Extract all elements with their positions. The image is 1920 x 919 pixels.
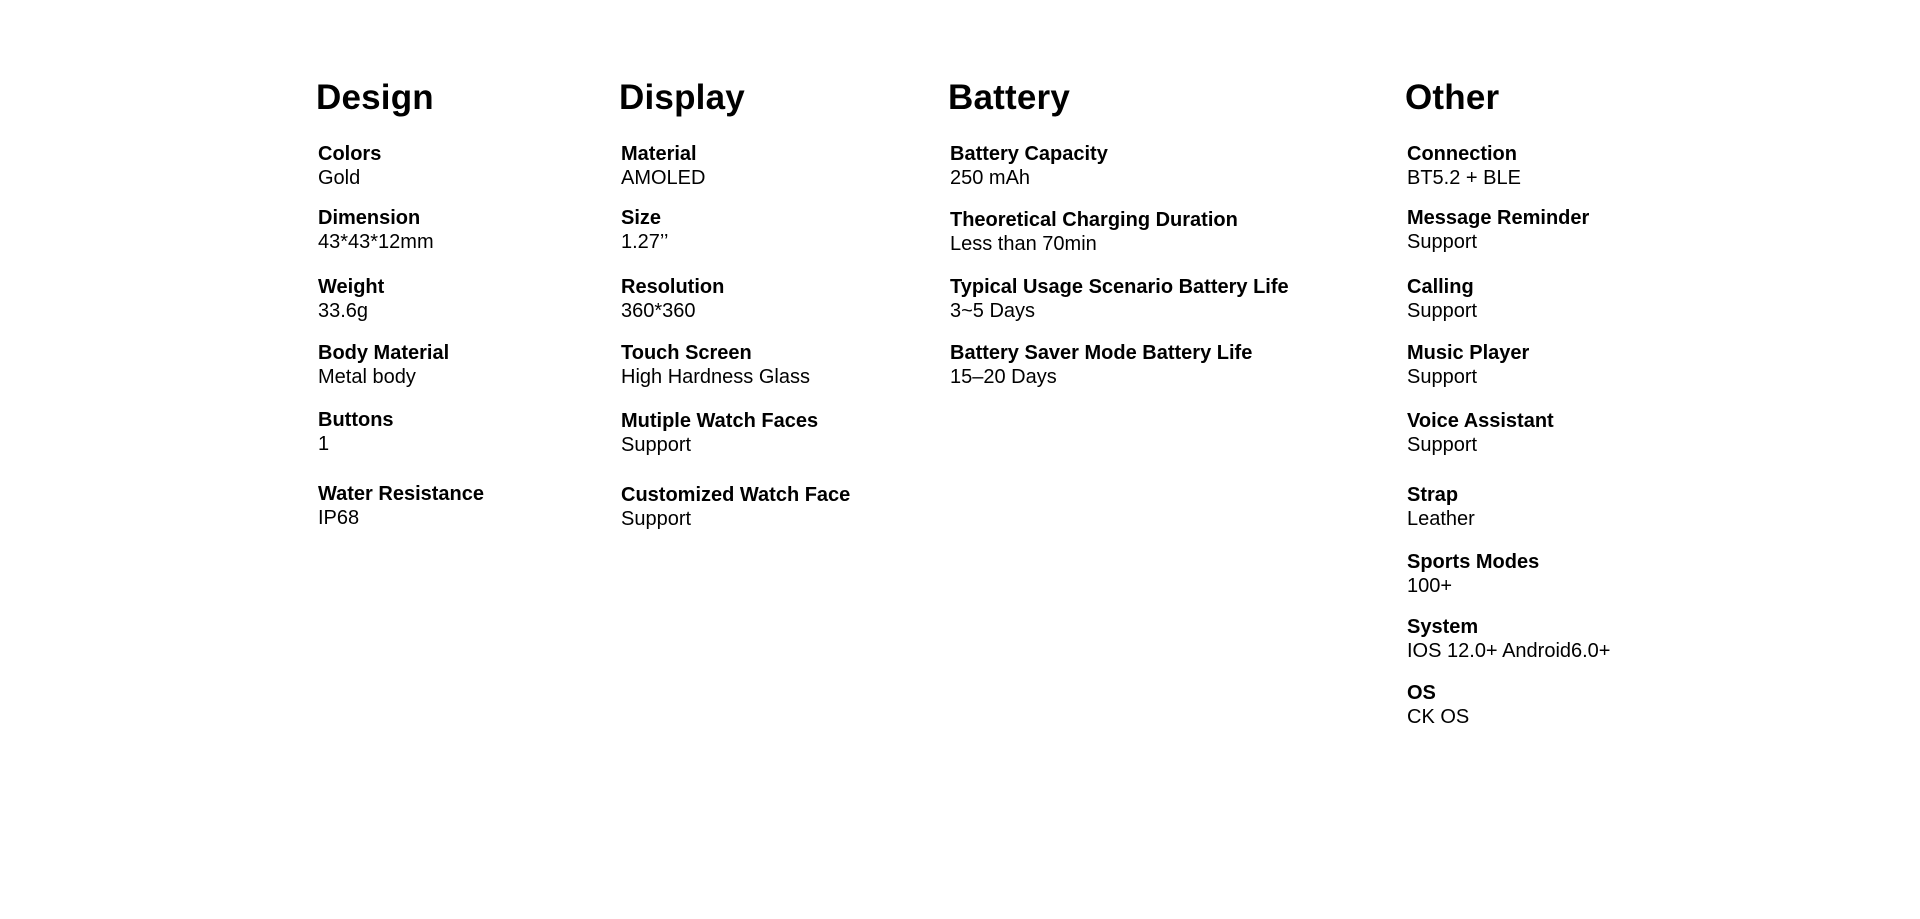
spec-value: Less than 70min — [950, 233, 1097, 255]
spec-value: High Hardness Glass — [621, 366, 810, 388]
spec-label: Dimension — [318, 207, 421, 229]
spec-value: 33.6g — [318, 300, 369, 322]
spec-connection — [1407, 142, 1521, 190]
spec-calling — [1407, 275, 1477, 323]
spec-system — [1407, 615, 1611, 663]
spec-value: Leather — [1407, 508, 1475, 530]
spec-value: Support — [1407, 300, 1478, 322]
spec-value: 360*360 — [621, 300, 696, 322]
spec-label: Strap — [1407, 484, 1459, 506]
spec-label: Resolution — [621, 276, 725, 298]
spec-value: Support — [621, 434, 692, 456]
spec-label: Battery Capacity — [950, 143, 1108, 165]
spec-touch-screen — [621, 341, 810, 389]
spec-voice-assistant — [1407, 409, 1554, 457]
spec-body-material — [318, 341, 449, 389]
spec-saver-battery-life — [950, 341, 1252, 389]
spec-label: Typical Usage Scenario Battery Life — [950, 276, 1289, 298]
spec-value: Support — [1407, 366, 1478, 388]
spec-buttons — [318, 408, 394, 456]
spec-label: Theoretical Charging Duration — [950, 209, 1238, 231]
spec-charging-duration — [950, 208, 1238, 256]
spec-resolution — [621, 275, 724, 323]
spec-label: Connection — [1407, 143, 1517, 165]
spec-label: Water Resistance — [318, 483, 484, 505]
display-heading: Display — [619, 78, 745, 117]
spec-music-player — [1407, 341, 1529, 389]
spec-customized-watch-face — [621, 483, 850, 531]
spec-colors — [318, 142, 381, 190]
spec-label: Message Reminder — [1407, 207, 1590, 229]
spec-multiple-watch-faces — [621, 409, 818, 457]
spec-label: Touch Screen — [621, 342, 752, 364]
spec-label: OS — [1407, 682, 1436, 704]
battery-column — [948, 78, 1388, 388]
spec-battery-capacity — [950, 142, 1108, 190]
spec-strap — [1407, 483, 1475, 531]
spec-dimension — [318, 206, 434, 254]
spec-label: Weight — [318, 276, 385, 298]
spec-label: Body Material — [318, 342, 450, 364]
spec-size — [621, 206, 668, 254]
spec-label: Material — [621, 143, 697, 165]
spec-value: Support — [1407, 231, 1478, 253]
spec-value: 1 — [318, 433, 330, 455]
spec-typical-battery-life — [950, 275, 1289, 323]
spec-label: Sports Modes — [1407, 551, 1540, 573]
spec-value: 43*43*12mm — [318, 231, 434, 253]
display-column — [619, 78, 939, 530]
spec-os — [1407, 681, 1469, 729]
other-heading: Other — [1405, 78, 1500, 117]
spec-label: Buttons — [318, 409, 394, 431]
spec-value: CK OS — [1407, 706, 1470, 728]
spec-label: Music Player — [1407, 342, 1530, 364]
spec-label: Battery Saver Mode Battery Life — [950, 342, 1253, 364]
spec-value: 15–20 Days — [950, 366, 1057, 388]
spec-value: Support — [621, 508, 692, 530]
spec-label: Voice Assistant — [1407, 410, 1554, 432]
spec-value: Support — [1407, 434, 1478, 456]
spec-value: Metal body — [318, 366, 416, 388]
spec-label: Colors — [318, 143, 382, 165]
spec-weight — [318, 275, 384, 323]
design-heading: Design — [316, 78, 434, 117]
spec-material — [621, 142, 705, 190]
spec-label: Calling — [1407, 276, 1474, 298]
spec-value: AMOLED — [621, 167, 706, 189]
spec-label: Customized Watch Face — [621, 484, 851, 506]
spec-value: Gold — [318, 167, 361, 189]
spec-value: IP68 — [318, 507, 360, 529]
design-column — [316, 78, 606, 529]
spec-value: 250 mAh — [950, 167, 1031, 189]
spec-value: 3~5 Days — [950, 300, 1036, 322]
spec-message-reminder — [1407, 206, 1589, 254]
battery-heading: Battery — [948, 78, 1071, 117]
spec-sports-modes — [1407, 550, 1539, 598]
spec-value: 1.27’’ — [621, 231, 669, 253]
spec-water-resistance — [318, 482, 484, 530]
spec-label: Size — [621, 207, 662, 229]
spec-value: BT5.2 + BLE — [1407, 167, 1521, 189]
spec-label: System — [1407, 616, 1479, 638]
spec-value: 100+ — [1407, 575, 1453, 597]
spec-label: Mutiple Watch Faces — [621, 410, 819, 432]
spec-value: IOS 12.0+ Android6.0+ — [1407, 640, 1611, 662]
other-column — [1405, 78, 1745, 728]
